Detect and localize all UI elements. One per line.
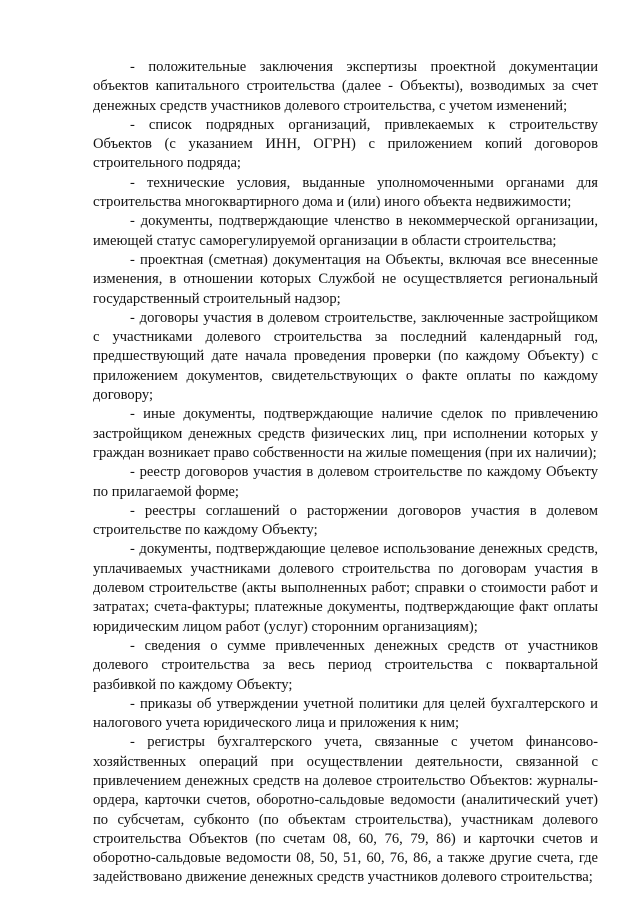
- document-page: [93, 58, 598, 888]
- list-item: - иные документы, подтверждающие наличие сделок по привлечению застройщиком денежных средств физических лиц, при исполнении которых у граждан возникает право собственности на жилые помещения (при их наличии);: [93, 406, 598, 461]
- list-item: - положительные заключения экспертизы проектной документации объектов капитального строительства (далее - Объекты), возводимых за счет денежных средств участников долевого строительства, с учетом изменений;: [93, 59, 598, 114]
- list-item: - регистры бухгалтерского учета, связанные с учетом финансово-хозяйственных операций при осуществлении деятельности, связанной с привлечением денежных средств на долевое строительство Объектов: журналы-ордера, карточки счетов, оборотно-сальдовые ведомости (аналитический учет) по субсчетам, субконто (по объектам строительства), участникам долевого строительства Объектов (по счетам 08, 60, 76, 79, 86) и карточки счетов и оборотно-сальдовые ведомости 08, 50, 51, 60, 76, 86, а также другие счета, где задействовано движение денежных средств участников долевого строительства;: [93, 734, 598, 886]
- list-item: - реестры соглашений о расторжении договоров участия в долевом строительстве по каждому Объекту;: [93, 502, 598, 539]
- list-item: - технические условия, выданные уполномоченными органами для строительства многоквартирного дома и (или) иного объекта недвижимости;: [93, 174, 598, 211]
- list-item: - документы, подтверждающие членство в некоммерческой организации, имеющей статус саморегулируемой организации в области строительства;: [93, 213, 598, 249]
- list-item: - список подрядных организаций, привлекаемых к строительству Объектов (с указанием ИНН, ОГРН) с приложением копий договоров строительного подряда;: [93, 116, 598, 172]
- list-item: - приказы об утверждении учетной политики для целей бухгалтерского и налогового учета юридического лица и приложения к ним;: [93, 695, 598, 732]
- list-item: - реестр договоров участия в долевом строительстве по каждому Объекту по прилагаемой форме;: [93, 464, 598, 500]
- list-item: - проектная (сметная) документация на Объекты, включая все внесенные изменения, в отношении которых Службой не осуществляется региональный государственный строительный надзор;: [93, 251, 598, 307]
- list-item: - договоры участия в долевом строительстве, заключенные застройщиком с участниками долевого строительства за последний календарный год, предшествующий дате начала проведения проверки (по каждому Объекту) с приложением документов, свидетельствующих о факте оплаты по каждому договору;: [93, 309, 598, 404]
- list-item: - сведения о сумме привлеченных денежных средств от участников долевого строительства за весь период строительства с поквартальной разбивкой по каждому Объекту;: [93, 637, 598, 693]
- list-item: - документы, подтверждающие целевое использование денежных средств, уплачиваемых участниками долевого строительства по договорам участия в долевом строительстве (акты выполненных работ; справки о стоимости работ и затратах; счета-фактуры; платежные документы, подтверждающие факт оплаты юридическим лицом работ (услуг) сторонним организациям);: [93, 541, 598, 635]
